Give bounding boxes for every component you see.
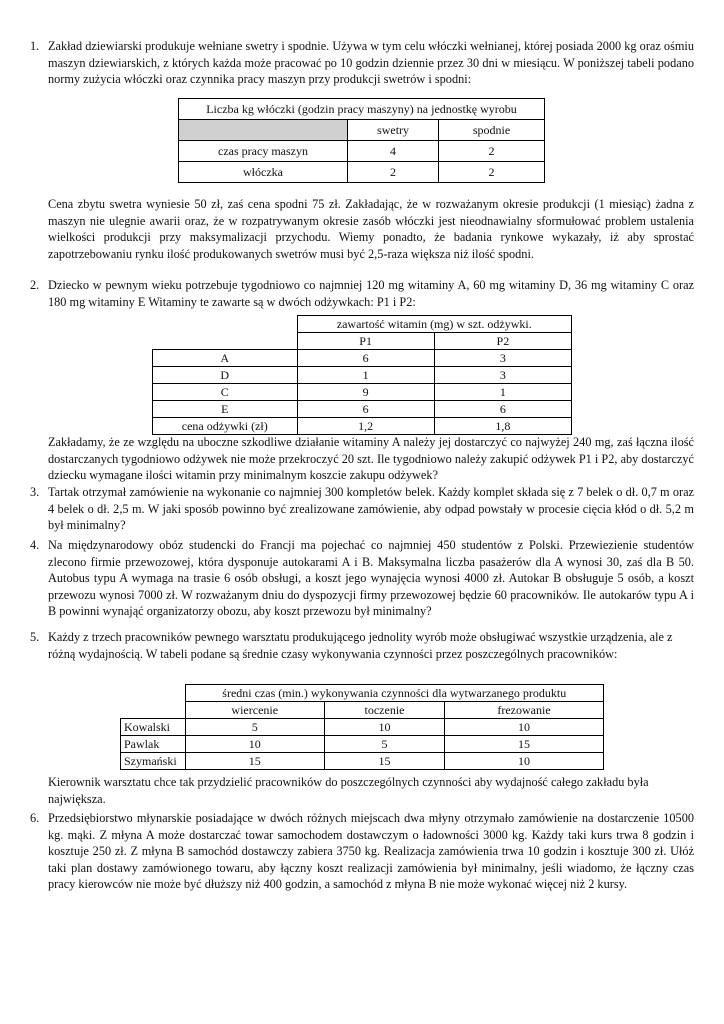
problem-number: 6. xyxy=(30,811,40,825)
row-label: E xyxy=(153,401,298,418)
table-cell: 15 xyxy=(325,753,445,770)
table-cell: 5 xyxy=(325,736,445,753)
column-header: swetry xyxy=(348,120,439,141)
row-label: Kowalski xyxy=(121,719,186,736)
table-cell: 2 xyxy=(439,141,545,162)
problem-text: Dziecko w pewnym wieku potrzebuje tygodniowo co najmniej 120 mg witaminy A, 60 mg witaminy D, 36 mg witaminy C oraz 180 mg witaminy E Witaminy te zawarte są w dwóch odżywkach: P1 i P2: xyxy=(48,278,694,309)
row-label: C xyxy=(153,384,298,401)
column-header: P2 xyxy=(434,333,571,350)
problem-text: Każdy z trzech pracowników pewnego warsztatu produkującego jednolity wyrób może obsługiwać wszystkie urządzenia, ale z różną wydajnością. W tabeli podane są średnie czasy wykonywania czynności przez poszczególnych pracowników: xyxy=(48,630,673,661)
column-header: toczenie xyxy=(325,702,445,719)
table-cell: 15 xyxy=(444,736,603,753)
table-cell: 6 xyxy=(297,401,434,418)
column-header: spodnie xyxy=(439,120,545,141)
table-cell: 2 xyxy=(439,162,545,183)
table-corner xyxy=(121,702,186,719)
table-cell: 10 xyxy=(325,719,445,736)
problem-text: Na międzynarodowy obóz studencki do Francji ma pojechać co najmniej 450 studentów z Polski. Przewiezienie studentów zlecono firmie przewozowej, która dysponuje autokarami A i B. Maksymalna liczba pasażerów dla A wynosi 30, zaś dla B 50. Autobus typu A wymaga na trasie 6 osób obsługi, a koszt jego wynajęcia wynosi 4000 zł. Autokar B obsługuje 5 osób, a koszt przewozu wynosi 7000 zł. W rozważanym dniu do dyspozycji firmy przewozowej będzie 60 pracowników. Ile autokarów typu A i B powinni wynająć organizatorzy obozu, aby koszt przewozu był minimalny? xyxy=(48,538,694,618)
workers-table xyxy=(120,684,604,770)
table-cell: 4 xyxy=(348,141,439,162)
problem-text: Przedsiębiorstwo młynarskie posiadające w dwóch różnych miejscach dwa młyny otrzymało zamówienie na dostarczenie 10500 kg. mąki. Z młyna A może dostarczać towar samochodem dostawczym o ładowności 3000 kg. Każdy taki kurs trwa 8 godzin i kosztuje 250 zł. Z młyna B samochód dostawczy zabiera 3750 kg. Realizacja zamówienia trwa 10 godzin i kosztuje 300 zł. Ułóż taki plan dostawy zamówionego towaru, aby łączny koszt realizacji zamówienia był minimalny, jeśli wiadomo, że łączny czas pracy kierowców nie może być dłuższy niż 400 godzin, a samochód z młyna B nie może wykonać więcej niż 2 kursy. xyxy=(48,811,694,891)
problem-number: 5. xyxy=(30,630,40,644)
table-corner xyxy=(153,333,298,350)
table-cell: 6 xyxy=(297,350,434,367)
problem-number: 3. xyxy=(30,485,40,499)
table-cell: 1,8 xyxy=(434,418,571,435)
table-header: średni czas (min.) wykonywania czynności dla wytwarzanego produktu xyxy=(185,685,604,702)
column-header: wiercenie xyxy=(185,702,325,719)
table-cell: 1 xyxy=(434,384,571,401)
wool-table xyxy=(178,98,545,183)
row-label: włóczka xyxy=(179,162,348,183)
table-header: Liczba kg włóczki (godzin pracy maszyny) na jednostkę wyrobu xyxy=(179,99,545,120)
vitamin-table xyxy=(152,315,572,435)
row-label: D xyxy=(153,367,298,384)
problem-text-after: Zakładamy, że ze względu na uboczne szkodliwe działanie witaminy A należy jej dostarczyć co najwyżej 240 mg, zaś łączna ilość dostarczanych tygodniowo odżywek nie może przekroczyć 20 szt. Ile tygodniowo należy zakupić odżywek P1 i P2, aby dostarczyć dziecku wymagane ilości witamin przy minimalnym koszcie zakupu odżywek? xyxy=(48,435,694,482)
problem-text-after: Kierownik warsztatu chce tak przydzielić pracowników do poszczególnych czynności aby wydajność całego zakładu była największa. xyxy=(48,775,649,806)
table-cell: 6 xyxy=(434,401,571,418)
problem-number: 4. xyxy=(30,538,40,552)
problem-number: 2. xyxy=(30,278,40,292)
column-header: P1 xyxy=(297,333,434,350)
table-header: zawartość witamin (mg) w szt. odżywki. xyxy=(297,316,572,333)
table-cell: 9 xyxy=(297,384,434,401)
table-cell: 10 xyxy=(185,736,325,753)
problem-number: 1. xyxy=(30,39,40,53)
row-label: cena odżywki (zł) xyxy=(153,418,298,435)
column-header: frezowanie xyxy=(444,702,603,719)
problem-text: Tartak otrzymał zamówienie na wykonanie co najmniej 300 kompletów belek. Każdy komplet składa się z 7 belek o dł. 0,7 m oraz 4 belek o dł. 2,5 m. W jaki sposób powinno być zrealizowane zamówienie, aby odpad powstały w procesie cięcia kłód o dł. 5,2 m był minimalny? xyxy=(48,485,694,532)
table-cell: 2 xyxy=(348,162,439,183)
table-cell: 5 xyxy=(185,719,325,736)
table-corner xyxy=(153,316,298,333)
row-label: Szymański xyxy=(121,753,186,770)
problem-text: Zakład dziewiarski produkuje wełniane swetry i spodnie. Używa w tym celu włóczki wełnianej, której posiada 2000 kg oraz ośmiu maszyn dziewiarskich, z których każda może pracować po 10 godzin dziennie przez 30 dni w miesiącu. W poniższej tabeli podano normy zużycia włóczki oraz czynnika pracy maszyn przy produkcji swetrów i spodni: xyxy=(48,39,694,86)
table-cell: 1,2 xyxy=(297,418,434,435)
table-cell: 10 xyxy=(444,753,603,770)
row-label: A xyxy=(153,350,298,367)
table-cell: 3 xyxy=(434,350,571,367)
table-cell: 15 xyxy=(185,753,325,770)
table-cell: 10 xyxy=(444,719,603,736)
table-corner xyxy=(121,685,186,702)
problem-text-after: Cena zbytu swetra wyniesie 50 zł, zaś cena spodni 75 zł. Zakładając, że w rozważanym okresie produkcji (1 miesiąc) żadna z maszyn nie ulegnie awarii oraz, że w rozpatrywanym okresie zasób włóczki jest nieodnawialny sformułować problem ustalenia wielkości produkcji przy maksymalizacji przychodu. Wiemy ponadto, że badania rynkowe wykazały, iż aby sprostać zapotrzebowaniu rynku ilość produkowanych swetrów musi być 2,5-raza większa niż ilość spodni. xyxy=(48,197,694,261)
row-label: czas pracy maszyn xyxy=(179,141,348,162)
row-label: Pawlak xyxy=(121,736,186,753)
table-cell: 3 xyxy=(434,367,571,384)
table-corner xyxy=(179,120,348,141)
table-cell: 1 xyxy=(297,367,434,384)
